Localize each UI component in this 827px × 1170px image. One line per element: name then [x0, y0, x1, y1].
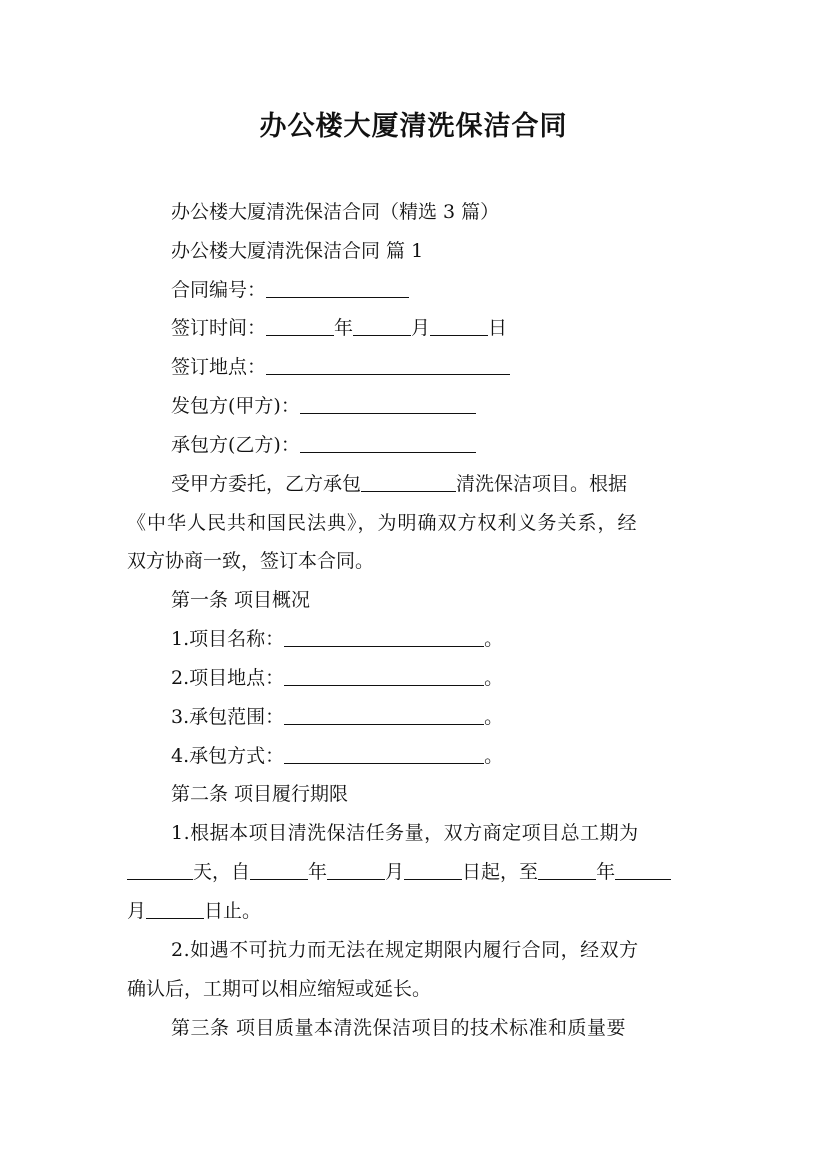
party-a-blank: [300, 396, 476, 414]
item-label: 4.承包方式：: [171, 745, 285, 767]
to-month-blank: [615, 862, 671, 880]
part-heading: 办公楼大厦清洗保洁合同 篇 1: [171, 240, 424, 262]
article-2-p1-line-1: 1.根据本项目清洗保洁任务量，双方商定项目总工期为: [171, 822, 639, 844]
party-a-line: [127, 393, 704, 419]
item-label: 1.项目名称：: [171, 628, 285, 650]
month-blank: [353, 318, 411, 336]
party-b-blank: [300, 435, 476, 453]
day-blank: [430, 318, 488, 336]
contract-no-blank: [266, 280, 409, 298]
from-day-text: 日起，至: [462, 861, 539, 883]
intro-line-3: 双方协商一致，签订本合同。: [127, 550, 375, 572]
intro-line-2: 《中华人民共和国民法典》，为明确双方权利义务关系，经: [127, 512, 638, 534]
document-title: 办公楼大厦清洗保洁合同: [259, 111, 568, 142]
sign-place-line: [127, 354, 704, 380]
sign-time-line: [127, 315, 704, 341]
item-label: 3.承包范围：: [171, 706, 285, 728]
item-blank: [284, 668, 484, 686]
article-2-p2-line-2: 确认后，工期可以相应缩短或延长。: [127, 978, 432, 1000]
to-day-blank: [146, 901, 204, 919]
article-1-heading: 第一条 项目概况: [171, 589, 311, 611]
article-2-p2-line-1: 2.如遇不可抗力而无法在规定期限内履行合同，经双方: [171, 939, 639, 961]
item-label: 2.项目地点：: [171, 667, 285, 689]
contract-no-line: [127, 277, 704, 303]
year-label: 年: [334, 317, 354, 339]
day-from-text: 天，自: [193, 861, 251, 883]
document-subtitle: 办公楼大厦清洗保洁合同（精选 3 篇）: [171, 201, 500, 223]
intro-text-1a: 受甲方委托，乙方承包: [171, 473, 362, 495]
project-blank: [361, 474, 456, 492]
article-1-item: [127, 743, 704, 769]
sign-place-label: 签订地点：: [171, 356, 267, 378]
sign-time-label: 签订时间：: [171, 317, 267, 339]
from-month-label: 月: [385, 861, 405, 883]
from-day-blank: [404, 862, 462, 880]
item-blank: [284, 707, 484, 725]
to-month-label: 月: [127, 900, 147, 922]
from-year-blank: [250, 862, 308, 880]
day-label: 日: [488, 317, 508, 339]
item-period: 。: [484, 628, 504, 650]
article-1-item: [127, 704, 704, 730]
month-label: 月: [411, 317, 431, 339]
intro-text-1b: 清洗保洁项目。根据: [456, 473, 628, 495]
item-blank: [284, 746, 484, 764]
sign-place-blank: [266, 357, 510, 375]
intro-line-1: [127, 471, 704, 497]
article-3-line: 第三条 项目质量本清洗保洁项目的技术标准和质量要: [171, 1017, 627, 1039]
party-b-line: [127, 432, 704, 458]
party-b-label: 承包方(乙方)：: [171, 434, 300, 456]
item-blank: [284, 629, 484, 647]
party-a-label: 发包方(甲方)：: [171, 395, 300, 417]
from-year-label: 年: [308, 861, 328, 883]
year-blank: [266, 318, 334, 336]
item-period: 。: [484, 667, 504, 689]
to-year-label: 年: [596, 861, 616, 883]
end-text: 日止。: [204, 900, 262, 922]
item-period: 。: [484, 706, 504, 728]
contract-no-label: 合同编号：: [171, 279, 267, 301]
article-1-item: [127, 665, 704, 691]
article-2-heading: 第二条 项目履行期限: [171, 783, 349, 805]
item-period: 。: [484, 745, 504, 767]
to-year-blank: [538, 862, 596, 880]
days-blank: [127, 862, 193, 880]
from-month-blank: [327, 862, 385, 880]
article-1-item: [127, 626, 704, 652]
article-2-p1-line-2: [127, 859, 704, 885]
article-2-p1-line-3: [127, 898, 704, 924]
